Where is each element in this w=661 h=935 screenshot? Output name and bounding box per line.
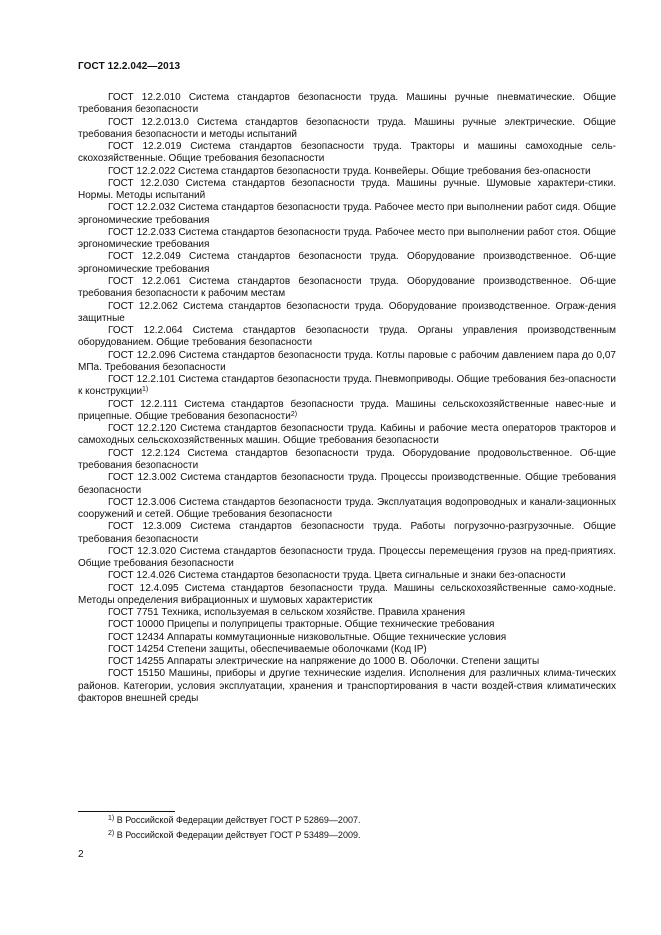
reference-item: ГОСТ 12434 Аппараты коммутационные низковольтные. Общие технические условия <box>108 631 507 643</box>
reference-item: ГОСТ 12.2.010 Система стандартов безопасности труда. Машины ручные пневматические. Общие требования безопасности <box>78 92 616 116</box>
reference-item: ГОСТ 10000 Прицепы и полуприцепы тракторные. Общие технические требования <box>108 619 495 631</box>
reference-item: ГОСТ 15150 Машины, приборы и другие технические изделия. Исполнения для различных клима-тических районов. Категории, условия эксплуатации, хранения и транспортирования в части воздей-ствия климатических факторов внешней среды <box>78 668 616 705</box>
footnote-mark: 2) <box>290 410 298 418</box>
reference-item: ГОСТ 12.2.120 Система стандартов безопасности труда. Кабины и рабочие места операторов тракторов и самоходных сельскохозяйственных машин. Общие требования безопасности <box>78 423 616 447</box>
reference-item: ГОСТ 12.2.022 Система стандартов безопасности труда. Конвейеры. Общие требования без-опасности <box>108 165 591 177</box>
reference-item: ГОСТ 7751 Техника, используемая в сельском хозяйстве. Правила хранения <box>108 607 466 619</box>
footnote-separator <box>78 811 175 812</box>
reference-item: ГОСТ 12.3.009 Система стандартов безопасности труда. Работы погрузочно-разгрузочные. Общие требования безопасности <box>78 521 616 545</box>
reference-item: ГОСТ 12.4.095 Система стандартов безопасности труда. Машины сельскохозяйственные само-ходные. Методы определения вибрационных и шумовых характеристик <box>78 582 616 606</box>
reference-item: ГОСТ 12.2.111 Система стандартов безопасности труда. Машины сельскохозяйственные навес-ные и прицепные. Общие требования безопасности$^{2)}$ <box>78 398 616 422</box>
reference-item: ГОСТ 12.2.013.0 Система стандартов безопасности труда. Машины ручные электрические. Общие требования безопасности и методы испытаний <box>78 116 616 140</box>
footnote-2: $^{2)}$ В Российской Федерации действует ГОСТ Р 53489—2009. <box>108 830 361 840</box>
footnote-mark: 1) <box>142 386 149 394</box>
reference-item: ГОСТ 12.2.019 Система стандартов безопасности труда. Тракторы и машины самоходные сель-скохозяйственные. Общие требования безопасности <box>78 141 616 165</box>
reference-item: ГОСТ 14255 Аппараты электрические на напряжение до 1000 В. Оболочки. Степени защиты <box>108 656 540 668</box>
reference-item: ГОСТ 12.2.101 Система стандартов безопасности труда. Пневмоприводы. Общие требования без-опасности к конструкции$^{1)}$ <box>78 374 616 398</box>
reference-item: ГОСТ 14254 Степени защиты, обеспечиваемые оболочками (Код IP) <box>108 643 427 655</box>
reference-item: ГОСТ 12.4.026 Система стандартов безопасности труда. Цвета сигнальные и знаки без-опасности <box>108 570 566 582</box>
reference-item: ГОСТ 12.2.064 Система стандартов безопасности труда. Органы управления производственным оборудованием. Общие требования безопасности <box>78 325 616 349</box>
reference-item: ГОСТ 12.3.002 Система стандартов безопасности труда. Процессы производственные. Общие требования безопасности <box>78 472 616 496</box>
reference-item: ГОСТ 12.2.033 Система стандартов безопасности труда. Рабочее место при выполнении работ стоя. Общие эргономические требования <box>78 226 616 251</box>
document-code-header: ГОСТ 12.2.042—2013 <box>78 61 181 72</box>
reference-item: ГОСТ 12.2.030 Система стандартов безопасности труда. Машины ручные. Шумовые характери-стики. Нормы. Методы испытаний <box>78 177 616 202</box>
page-number: 2 <box>78 849 84 860</box>
reference-item: ГОСТ 12.2.032 Система стандартов безопасности труда. Рабочее место при выполнении работ сидя. Общие эргономические требования <box>78 202 616 226</box>
normative-references-list <box>78 92 616 705</box>
reference-item: ГОСТ 12.2.124 Система стандартов безопасности труда. Оборудование продовольственное. Об-щие требования безопасности <box>78 447 616 471</box>
footnote-1: $^{1)}$ В Российской Федерации действует ГОСТ Р 52869—2007. <box>108 815 361 825</box>
reference-item: ГОСТ 12.2.061 Система стандартов безопасности труда. Оборудование производственное. Об-щие требования безопасности к рабочим местам <box>78 275 616 300</box>
reference-item: ГОСТ 12.2.096 Система стандартов безопасности труда. Котлы паровые с рабочим давлением пара до 0,07 МПа. Требования безопасности <box>78 349 616 373</box>
reference-item: ГОСТ 12.2.062 Система стандартов безопасности труда. Оборудование производственное. Ограж-дения защитные <box>78 300 616 324</box>
reference-item: ГОСТ 12.3.020 Система стандартов безопасности труда. Процессы перемещения грузов на пред-приятиях. Общие требования безопасности <box>78 545 616 570</box>
footnote-mark: 2) <box>108 830 115 837</box>
reference-item: ГОСТ 12.2.049 Система стандартов безопасности труда. Оборудование производственное. Об-щие эргономические требования <box>78 251 616 275</box>
reference-item: ГОСТ 12.3.006 Система стандартов безопасности труда. Эксплуатация водопроводных и канали-зационных сооружений и сетей. Общие требования безопасности <box>78 496 616 521</box>
footnote-mark: 1) <box>108 815 115 822</box>
